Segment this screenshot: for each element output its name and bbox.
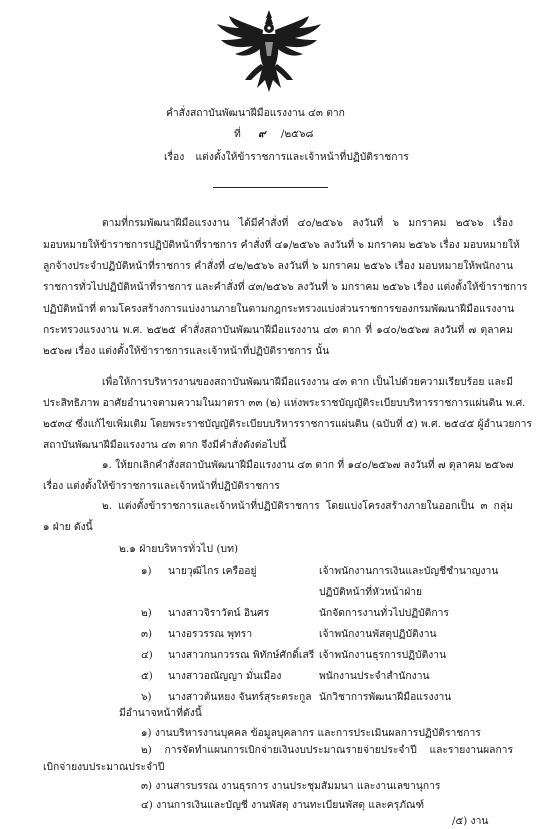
item2-line: ๒. แต่งตั้งข้าราชการและเจ้าหน้าที่ปฏิบัติราชการ โดยแบ่งโครงสร้างภายในออกเป็น ๓ กลุ่ม (102, 500, 513, 512)
staff-position: พนักงานประจำสำนักงาน (319, 670, 430, 682)
heading-divider (213, 187, 328, 188)
staff-name: นางสาวต้นหยง จันทร์สุระตระกูล (168, 691, 312, 703)
duty-item: ๒) การจัดทำแผนการเบิกจ่ายเงินงบประมาณรายจ่ายประจำปี และรายงานผลการ (141, 744, 513, 756)
staff-position: นักจัดการงานทั่วไปปฏิบัติการ (319, 607, 449, 619)
order-number-prefix: ที่ (234, 128, 241, 140)
order-number-handwritten: ๙ (258, 128, 266, 140)
staff-name: นายวุฒิไกร เครืออยู่ (168, 565, 257, 577)
para1-line: ลูกจ้างประจำปฏิบัติหน้าที่ราชการ คำสั่งที่ ๔๒/๒๕๖๖ ลงวันที่ ๖ มกราคม ๒๕๖๖ เรื่อง มอบหมายให้พนักงาน (43, 260, 513, 272)
para2-line: สถาบันพัฒนาฝีมือแรงงาน ๔๓ ตาก จึงมีคำสั่งดังต่อไปนี้ (43, 439, 287, 451)
staff-position: นักวิชาการพัฒนาฝีมือแรงงาน (319, 691, 452, 703)
staff-name: นางสาวจิราวัตน์ อินศร (168, 607, 270, 619)
para2-line: เพื่อให้การบริหารงานของสถาบันพัฒนาฝีมือแรงงาน ๔๓ ตาก เป็นไปด้วยความเรียบร้อย และมี (102, 376, 513, 388)
item2-line: ๑ ฝ่าย ดังนี้ (43, 521, 93, 533)
staff-position: เจ้าพนักงานการเงินและบัญชีชำนาญงาน (319, 565, 499, 577)
staff-position: เจ้าพนักงานธุรการปฏิบัติงาน (319, 649, 447, 661)
subject-text: แต่งตั้งให้ข้าราชการและเจ้าหน้าที่ปฏิบัติราชการ (195, 151, 409, 163)
para2-line: ๒๕๓๔ ซึ่งแก้ไขเพิ่มเติม โดยพระราชบัญญัติระเบียบบริหารราชการแผ่นดิน (ฉบับที่ ๕) พ.ศ. ๒๕๔๕ ผู้อำนวยการ (43, 418, 532, 430)
staff-position-extra: ปฏิบัติหน้าที่หัวหน้าฝ่าย (319, 586, 423, 598)
subject-label: เรื่อง (164, 151, 185, 163)
para1-line: ๒๕๖๗ เรื่อง แต่งตั้งให้ข้าราชการและเจ้าหน้าที่ปฏิบัติราชการ นั้น (43, 345, 330, 357)
page-continuation: /๕) งาน (452, 815, 489, 827)
duty-item: ๑) งานบริหารงานบุคคล ข้อมูลบุคลากร และการประเมินผลการปฏิบัติราชการ (141, 727, 481, 739)
staff-no: ๕) (141, 670, 153, 682)
para2-line: ประสิทธิภาพ อาศัยอำนาจตามความในมาตรา ๓๓ (๒) แห่งพระราชบัญญัติระเบียบบริหารราชการแผ่นดิน พ.ศ. (43, 397, 526, 409)
para1-line: ปฏิบัติหน้าที่ ตามโครงสร้างการแบ่งงานภายในตามกฎกระทรวงแบ่งส่วนราชการของกรมพัฒนาฝีมือแรงงาน (43, 303, 515, 315)
staff-name: นางสาวกนกวรรณ พิทักษ์ศักดิ์เสรี (168, 649, 315, 661)
staff-no: ๑) (141, 565, 152, 577)
para1-line: มอบหมายให้ข้าราชการปฏิบัติหน้าที่ราชการ คำสั่งที่ ๔๑/๒๕๖๖ ลงวันที่ ๖ มกราคม ๒๕๖๖ เรื่อง มอบหมายให้ (43, 239, 520, 251)
staff-no: ๔) (141, 649, 153, 661)
staff-name: นางอรวรรณ พุทรา (168, 628, 253, 640)
para1-line: ราชการทั่วไปปฏิบัติหน้าที่ราชการ และคำสั่งที่ ๔๓/๒๕๖๖ ลงวันที่ ๖ มกราคม ๒๕๖๖ เรื่อง แต่งตั้งให้ข้าราชการ (43, 281, 528, 293)
order-subject (164, 148, 409, 165)
duties-title: มีอำนาจหน้าที่ดังนี้ (119, 707, 202, 719)
order-title: คำสั่งสถาบันพัฒนาฝีมือแรงงาน ๔๓ ตาก (166, 107, 345, 119)
order-number (234, 125, 313, 142)
duty-item-continuation: เบิกจ่ายงบประมาณประจำปี (43, 761, 165, 773)
staff-no: ๖) (141, 691, 152, 703)
item1-line: เรื่อง แต่งตั้งให้ข้าราชการและเจ้าหน้าที่ปฏิบัติราชการ (43, 480, 280, 492)
staff-no: ๒) (141, 607, 152, 619)
staff-position: เจ้าพนักงานพัสดุปฏิบัติงาน (319, 628, 437, 640)
section-title: ๒.๑ ฝ่ายบริหารทั่วไป (บท) (119, 543, 239, 555)
duty-item: ๔) งานการเงินและบัญชี งานพัสดุ งานทะเบียนพัสดุ และครุภัณฑ์ (141, 799, 425, 811)
garuda-emblem-icon (213, 8, 325, 94)
duty-item: ๓) งานสารบรรณ งานธุรการ งานประชุมสัมมนา และงานเลขานุการ (141, 780, 441, 792)
para1-line: กระทรวงแรงงาน พ.ศ. ๒๕๒๕ คำสั่งสถาบันพัฒนาฝีมือแรงงาน ๔๓ ตาก ที่ ๑๔๐/๒๕๖๗ ลงวันที่ ๗ ตุลาคม (43, 324, 513, 336)
staff-name: นางสาวอณัญญา มั่นเมือง (168, 670, 282, 682)
item1-line: ๑. ให้ยกเลิกคำสั่งสถาบันพัฒนาฝีมือแรงงาน ๔๓ ตาก ที่ ๑๔๐/๒๕๖๗ ลงวันที่ ๗ ตุลาคม ๒๕๖๗ (102, 459, 514, 471)
para1-line: ตามที่กรมพัฒนาฝีมือแรงงาน ได้มีคำสั่งที่ ๔๐/๒๕๖๖ ลงวันที่ ๖ มกราคม ๒๕๖๖ เรื่อง (102, 217, 513, 229)
order-number-suffix: /๒๕๖๘ (280, 128, 314, 140)
staff-no: ๓) (141, 628, 153, 640)
